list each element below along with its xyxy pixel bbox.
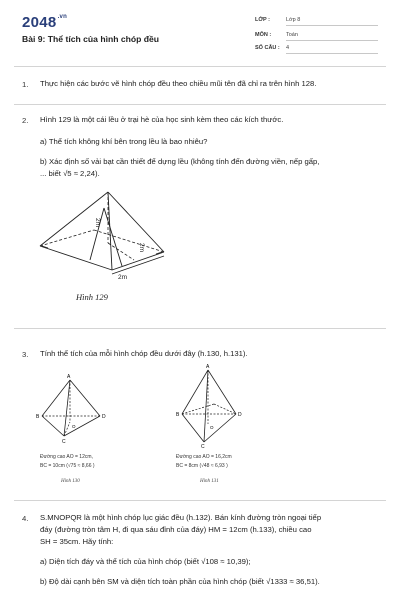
question-4-line3: SH = 35cm. Hãy tính: (40, 537, 114, 546)
question-3-text: Tính thể tích của mỗi hình chóp đều dưới đây (h.130, h.131). (40, 349, 248, 358)
fig130-label-o: O (72, 424, 76, 429)
figure-131-caption: Hình 131 (200, 479, 219, 484)
fig131-label-c: C (201, 444, 205, 450)
tent-height-label: 2m (94, 218, 101, 228)
question-4b: b) Độ dài cạnh bên SM và diện tích toàn phần của hình chóp (biết √1333 ≈ 36,51). (40, 577, 320, 586)
question-2-text: Hình 129 là một cái lều ở trại hè của học sinh kèm theo các kích thước. (40, 115, 284, 124)
subject-label: MÔN : (255, 32, 272, 38)
question-2-number: 2. (22, 116, 29, 125)
fig130-note-height: Đường cao AO = 12cm, (40, 454, 93, 460)
divider (14, 104, 386, 105)
question-2b-line1: b) Xác định số vải bạt cần thiết để dựng lều (không tính đến đường viền, nếp gấp, (40, 157, 320, 166)
class-underline (286, 25, 378, 26)
fig130-label-a: A (67, 374, 71, 380)
tent-figure-129 (38, 188, 168, 288)
count-label: SỐ CÂU : (255, 45, 280, 51)
fig131-label-d: D (238, 412, 242, 418)
fig130-label-d: D (102, 414, 106, 420)
fig131-note-height: Đường cao AO = 16,2cm (176, 454, 232, 460)
fig131-label-o: O (210, 425, 214, 430)
tent-base-front-label: 2m (118, 274, 128, 281)
count-value: 4 (286, 45, 290, 51)
class-label: LỚP : (255, 17, 270, 23)
subject-value: Toán (286, 32, 298, 38)
pyramid-figure-131 (170, 364, 250, 450)
question-3-number: 3. (22, 350, 29, 359)
question-4-number: 4. (22, 514, 29, 523)
header-divider (14, 66, 386, 67)
lesson-title: Bài 9: Thể tích của hình chóp đều (22, 34, 160, 44)
fig131-label-a: A (206, 364, 210, 370)
fig130-note-base: BC = 10cm (√75 ≈ 8,66 ) (40, 463, 95, 469)
worksheet-header (0, 0, 400, 62)
site-logo[interactable]: $2048^{.vn}$ (22, 14, 68, 31)
question-2a: a) Thể tích không khí bên trong lều là bao nhiêu? (40, 137, 208, 146)
count-underline (286, 53, 378, 54)
question-2b-line2: ... biết √5 ≈ 2,24). (40, 169, 100, 178)
pyramid-figure-130 (34, 372, 114, 452)
class-value: Lớp 8 (286, 17, 301, 23)
figure-130-caption: Hình 130 (61, 479, 80, 484)
subject-underline (286, 40, 378, 41)
divider (14, 328, 386, 329)
fig130-label-b: B (36, 414, 40, 420)
divider (14, 500, 386, 501)
fig131-note-base: BC = 8cm (√48 ≈ 6,93 ) (176, 463, 228, 469)
question-4a: a) Diện tích đáy và thể tích của hình chóp (biết √108 ≈ 10,39); (40, 557, 251, 566)
question-1-text: Thực hiện các bước vẽ hình chóp đều theo chiều mũi tên đã chỉ ra trên hình 128. (40, 79, 317, 88)
tent-base-side-label: 2m (138, 243, 145, 253)
question-1-number: 1. (22, 80, 29, 89)
fig130-label-c: C (62, 439, 66, 445)
figure-129-caption: Hình 129 (76, 292, 108, 302)
question-4-line2: đáy (đường tròn tâm H, đi qua sáu đỉnh của đáy) HM = 12cm (h.133), chiều cao (40, 525, 312, 534)
question-4-line1: S.MNOPQR là một hình chóp lục giác đều (h.132). Bán kính đường tròn ngoại tiếp (40, 513, 322, 522)
fig131-label-b: B (176, 412, 180, 418)
